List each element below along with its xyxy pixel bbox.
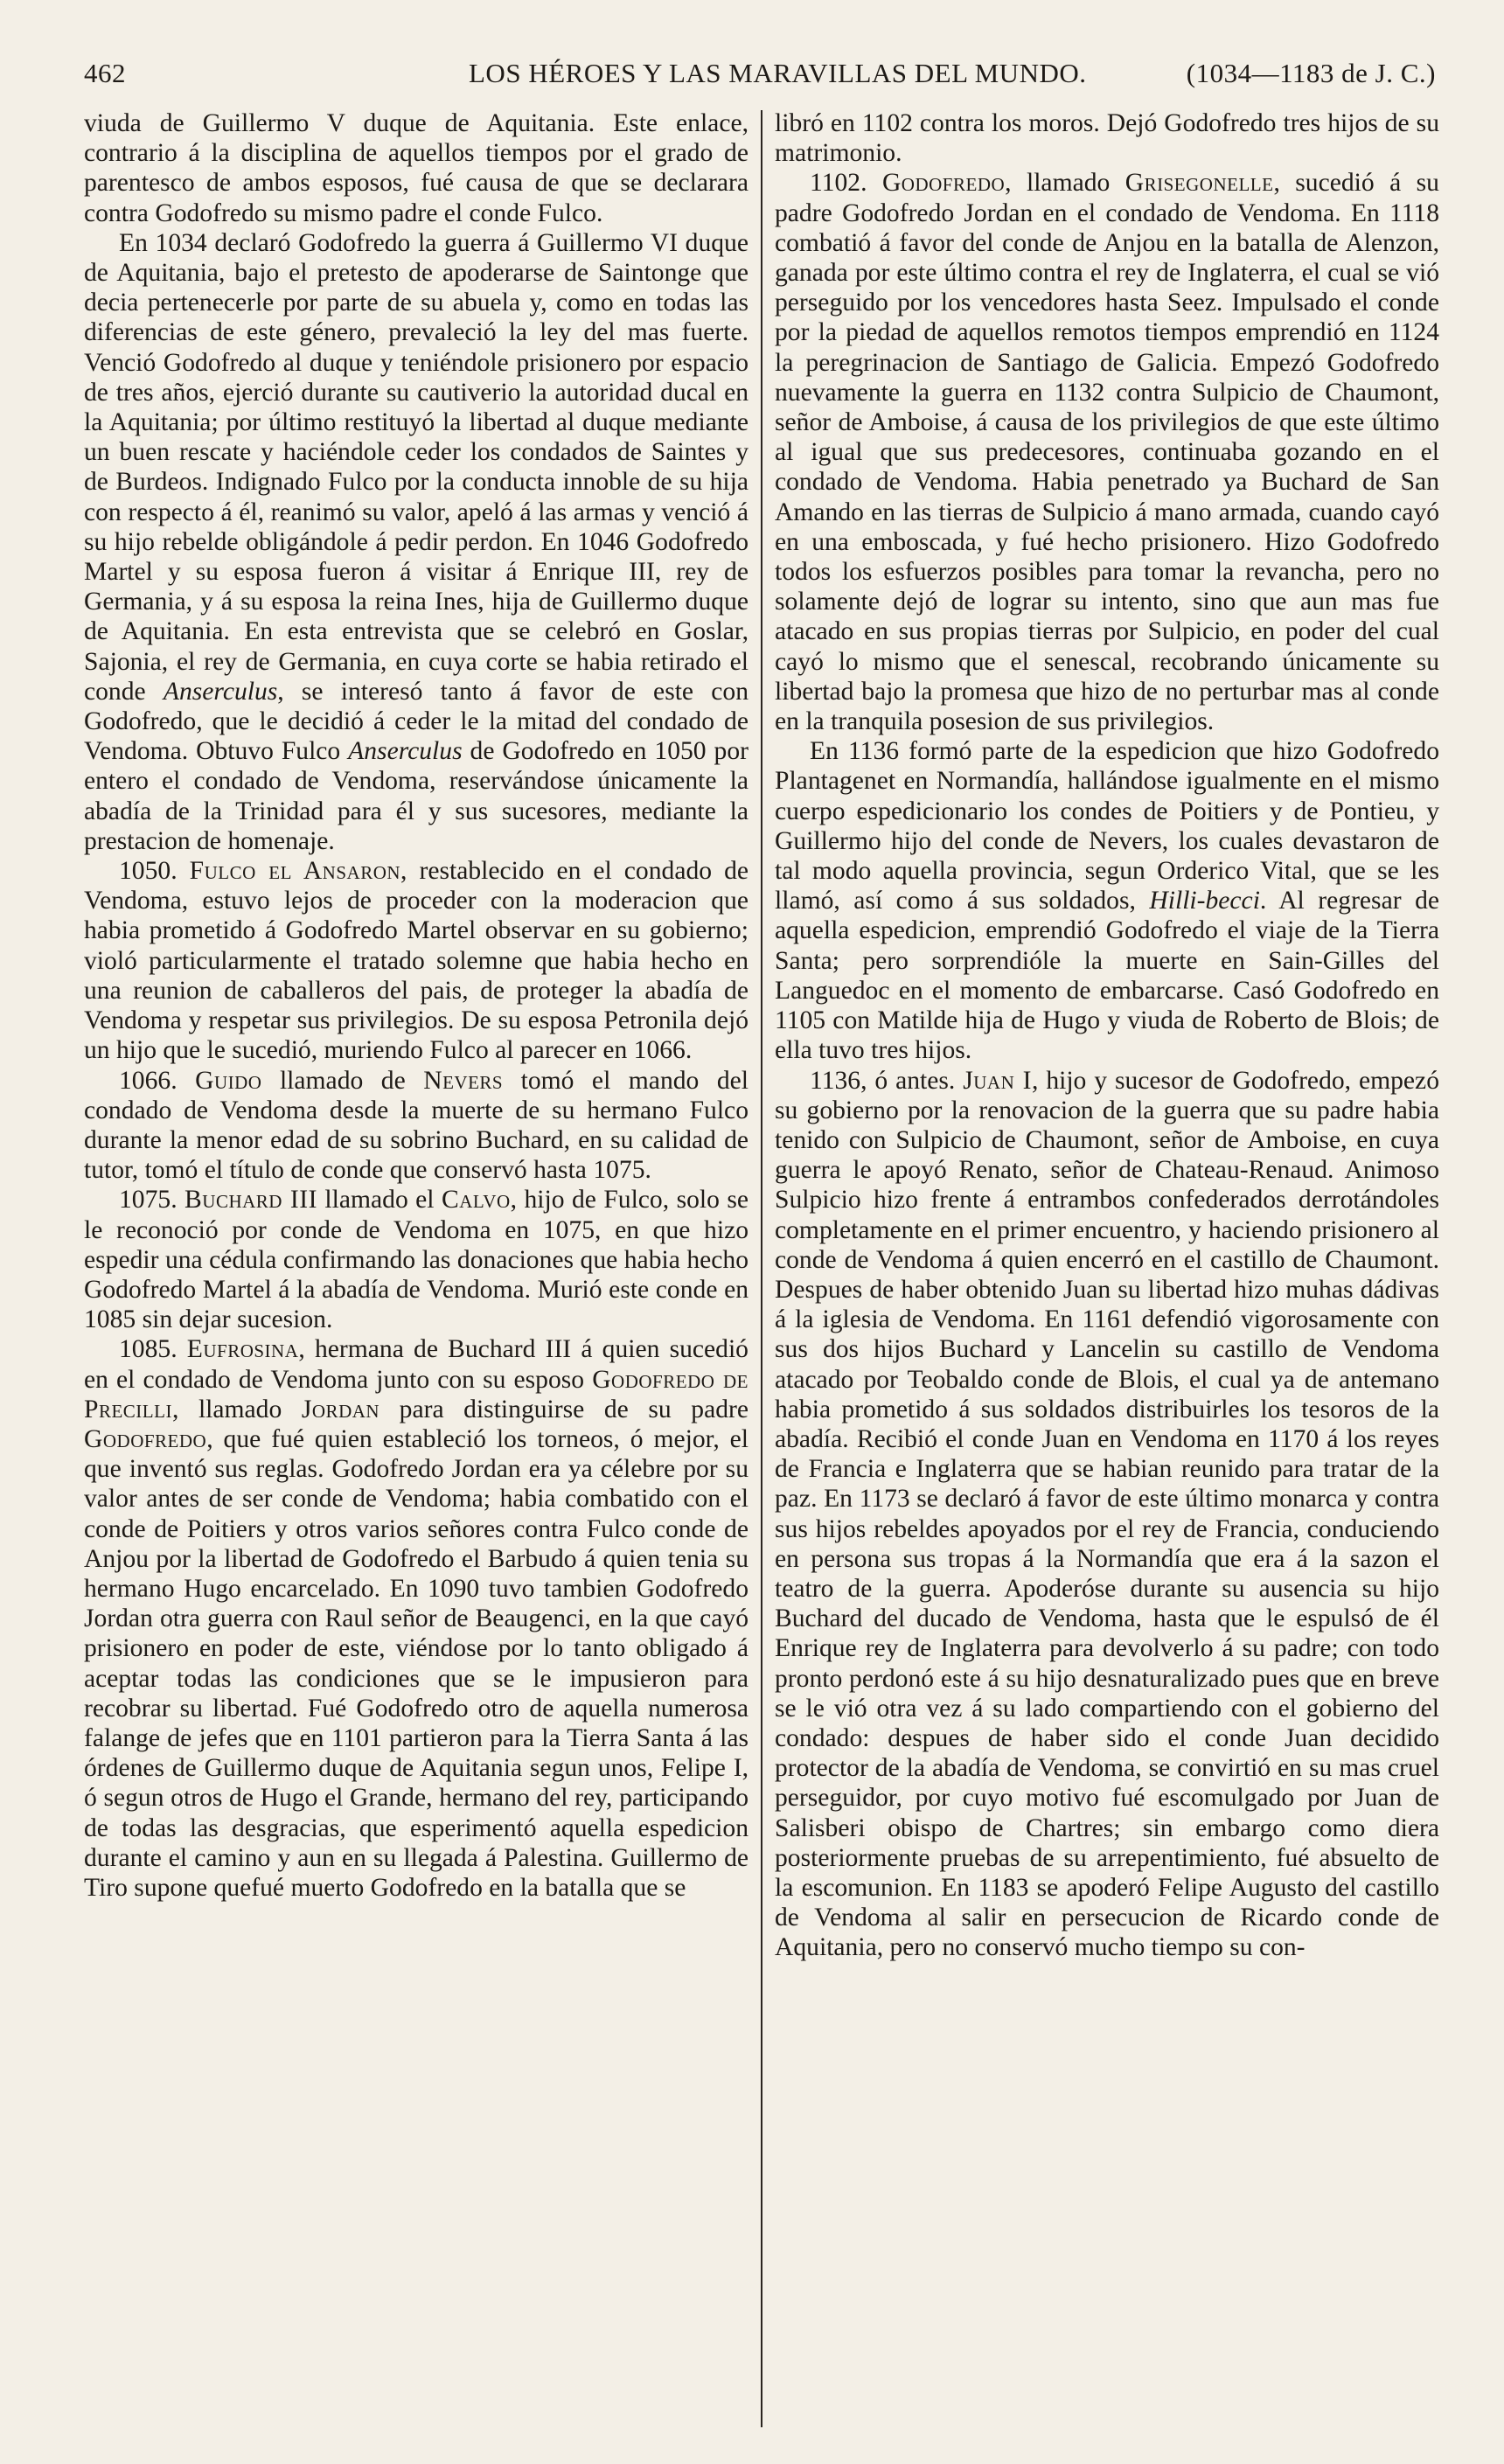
right-column [775, 108, 1439, 2434]
page-number: 462 [84, 58, 126, 88]
term-hilli-becci: Hilli-becci [1149, 887, 1260, 915]
paragraph-left-2: En 1034 declaró Godofredo la guerra á Guillermo VI duque de Aquitania, bajo el pretesto de apoderarse de Saintonge que decia pertenecerle por parte de su abuela y, como en todas las diferencias de este género, prevaleció la ley del mas fuerte. Venció Godofredo al duque y teniéndole prisionero por espacio de tres años, ejerció durante su cautiverio la autoridad ducal en la Aquitania; por último restituyó la libertad al duque mediante un buen rescate y haciéndole ceder los condados de Saintes y de Burdeos. Indignado Fulco por la conducta innoble de su hija con respecto á él, reanimó su valor, apeló á las armas y venció á su hijo rebelde obligándole á pedir perdon. En 1046 Godofredo Martel y su esposa fueron á visitar á Enrique III, rey de Germania, y á su esposa la reina Ines, hija de Guillermo duque de Aquitania. En esta entrevista que se celebró en Goslar, Sajonia, el rey de Germania, en cuya corte se habia retirado el conde Anserculus, se interesó tanto á favor de este con Godofredo, que le decidió á ceder le la mitad del condado de Vendoma. Obtuvo Fulco Anserculus de Godofredo en 1050 por entero el condado de Vendoma, reservándose únicamente la abadía de la Trinidad para él y sus sucesores, mediante la prestacion de homenaje. [84, 228, 749, 855]
running-title: LOS HÉROES Y LAS MARAVILLAS DEL MUNDO. [469, 58, 1087, 88]
year-1066: 1066. [119, 1066, 178, 1095]
paragraph-right-4: 1136, ó antes. Juan I, hijo y sucesor de Godofredo, empezó su gobierno por la renovacion de la guerra que su padre habia tenido con Sulpicio de Chaumont, señor de Amboise, en cuya guerra le apoyó Renato, señor de Chateau-Renaud. Animoso Sulpicio hizo frente á entrambos confederados derrotándoles completamente en el primer encuentro, y haciendo prisionero al conde de Vendoma á quien encerró en el castillo de Chaumont. Despues de haber obtenido Juan su libertad hizo muhas dádivas á la iglesia de Vendoma. En 1161 defendió vigorosamente con sus dos hijos Buchard y Lancelin su castillo de Vendoma atacado por Teobaldo conde de Blois, el cual ya de antemano habia prometido á sus soldados distribuirles los tesoros de la abadía. Recibió el conde Juan en Vendoma en 1170 á los reyes de Francia e Inglaterra que se habian reunido para tratar de la paz. En 1173 se declaró á favor de este último monarca y contra sus hijos rebeldes apoyados por el rey de Francia, conduciendo en persona sus tropas á la Normandía que era á la sazon el teatro de la guerra. Apoderóse durante su ausencia su hijo Buchard del ducado de Vendoma, hasta que le espulsó de él Enrique rey de Inglaterra para devolverlo á su padre; con todo pronto perdonó este á su hijo desnaturalizado pues que en breve se le vió otra vez á su lado compartiendo con el gobierno del condado: despues de haber sido el conde Juan decidido protector de la abadía de Vendoma, se convirtió en su mas cruel perseguidor, por cuyo motivo fué escomulgado por Juan de Salisberi obispo de Chartres; sin embargo como diera posteriormente pruebas de su arrepentimiento, fué absuelto de la escomunion. En 1183 se apoderó Felipe Augusto del castillo de Vendoma al salir en persecucion de Ricardo conde de Aquitania, pero no conservó mucho tiempo su con- [775, 1066, 1439, 1962]
paragraph-right-3: En 1136 formó parte de la espedicion que hizo Godofredo Plantagenet en Normandía, hallándose igualmente en el mismo cuerpo espedicionario los condes de Poitiers y de Pontieu, y Guillermo hijo del conde de Nevers, los cuales devastaron de tal modo aquella provincia, segun Orderico Vital, que se les llamó, así como á sus soldados, Hilli-becci. Al regresar de aquella espedicion, emprendió Godofredo el viaje de la Tierra Santa; pero sorprendióle la muerte en Sain-Gilles del Languedoc en el momento de embarcarse. Casó Godofredo en 1105 con Matilde hija de Hugo y viuda de Roberto de Blois; de ella tuvo tres hijos. [775, 737, 1439, 1065]
name-godofredo-grisegonelle: Godofredo [881, 169, 1006, 198]
running-header [84, 58, 1436, 100]
year-1085: 1085. [119, 1335, 178, 1364]
date-range: (1034—1183 de J. C.) [1186, 58, 1436, 88]
name-buchard-iii: Buchard III [185, 1186, 317, 1215]
name-jordan: Jordan [301, 1395, 380, 1423]
name-nevers: Nevers [423, 1066, 504, 1095]
name-juan-i: Juan I [963, 1066, 1033, 1095]
paragraph-left-4: 1066. Guido llamado de Nevers tomó el mando del condado de Vendoma desde la muerte de su hermano Fulco durante la menor edad de su sobrino Buchard, en su calidad de tutor, tomó el título de conde que conservó hasta 1075. [84, 1066, 749, 1185]
paragraph-right-1: libró en 1102 contra los moros. Dejó Godofredo tres hijos de su matrimonio. [775, 109, 1439, 168]
name-godofredo: Godofredo [84, 1424, 207, 1453]
name-guido: Guido [195, 1066, 262, 1095]
name-grisegonelle: Grisegonelle [1125, 169, 1274, 198]
name-anserculus-2: Anserculus [348, 737, 463, 766]
name-eufrosina: Eufrosina [186, 1335, 299, 1364]
paragraph-left-6: 1085. Eufrosina, hermana de Buchard III á quien sucedió en el condado de Vendoma junto con su esposo Godofredo de Precilli, llamado Jordan para distinguirse de su padre Godofredo, que fué quien estableció los torneos, ó mejor, el que inventó sus reglas. Godofredo Jordan era ya célebre por su valor antes de ser conde de Vendoma; habia combatido con el conde de Poitiers y otros varios señores contra Fulco conde de Anjou por la libertad de Godofredo el Barbudo á quien tenia su hermano Hugo encarcelado. En 1090 tuvo tambien Godofredo Jordan otra guerra con Raul señor de Beaugenci, en la que cayó prisionero en poder de este, viéndose por lo tanto obligado á aceptar todas las condiciones que se le impusieron para recobrar su libertad. Fué Godofredo otro de aquella numerosa falange de jefes que en 1101 partieron para la Tierra Santa á las órdenes de Guillermo duque de Aquitania segun unos, Felipe I, ó segun otros de Hugo el Grande, hermano del rey, participando de todas las desgracias, que esperimentó aquella espedicion durante el camino y aun en su llegada á Palestina. Guillermo de Tiro supone quefué muerto Godofredo en la batalla que se [84, 1335, 749, 1902]
paragraph-left-1: viuda de Guillermo V duque de Aquitania. Este enlace, contrario á la disciplina de aquellos tiempos por el grado de parentesco de ambos esposos, fué causa de que se declarara contra Godofredo su mismo padre el conde Fulco. [84, 109, 749, 227]
column-divider [761, 110, 762, 2427]
year-1102: 1102. [810, 169, 867, 198]
paragraph-left-5: 1075. Buchard III llamado el Calvo, hijo de Fulco, solo se le reconoció por conde de Vendoma en 1075, en que hizo espedir una cédula confirmando las donaciones que habia hecho Godofredo Martel á la abadía de Vendoma. Murió este conde en 1085 sin dejar sucesion. [84, 1186, 749, 1334]
left-column [84, 108, 749, 2434]
name-calvo: Calvo [441, 1186, 511, 1215]
name-fulco-ansaron: Fulco el Ansaron [189, 857, 401, 886]
year-1050: 1050. [119, 857, 178, 886]
year-1075: 1075. [119, 1186, 178, 1215]
paragraph-left-3: 1050. Fulco el Ansaron, restablecido en el condado de Vendoma, estuvo lejos de proceder con la moderacion que habia prometido á Godofredo Martel observar en su gobierno; violó particularmente el tratado solemne que habia hecho en una reunion de caballeros del pais, de proteger la abadía de Vendoma y respetar sus privilegios. De su esposa Petronila dejó un hijo que le sucedió, muriendo Fulco al parecer en 1066. [84, 857, 749, 1065]
name-anserculus: Anserculus [163, 677, 278, 706]
paragraph-right-2: 1102. Godofredo, llamado Grisegonelle, sucedió á su padre Godofredo Jordan en el condado de Vendoma. En 1118 combatió á favor del conde de Anjou en la batalla de Alenzon, ganada por este último contra el rey de Inglaterra, el cual se vió perseguido por los vencedores hasta Seez. Impulsado el conde por la piedad de aquellos remotos tiempos emprendió en 1124 la peregrinacion de Santiago de Galicia. Empezó Godofredo nuevamente la guerra en 1132 contra Sulpicio de Chaumont, señor de Amboise, á causa de los privilegios de que este último al igual que sus predecesores, continuaba gozando en el condado de Vendoma. Habia penetrado ya Buchard de San Amando en las tierras de Sulpicio á mano armada, cuando cayó en una emboscada, y fué hecho prisionero. Hizo Godofredo todos los esfuerzos posibles para tomar la revancha, pero no solamente dejó de lograr su intento, sino que aun mas fue atacado en sus propias tierras por Sulpicio, en poder del cual cayó lo mismo que el senescal, recobrando únicamente su libertad bajo la promesa que hizo de no perturbar mas al conde en la tranquila posesion de sus privilegios. [775, 169, 1439, 736]
name-godofredo-precilli: Godofredo de Precilli [84, 1365, 749, 1423]
year-1136: 1136, [810, 1066, 867, 1095]
